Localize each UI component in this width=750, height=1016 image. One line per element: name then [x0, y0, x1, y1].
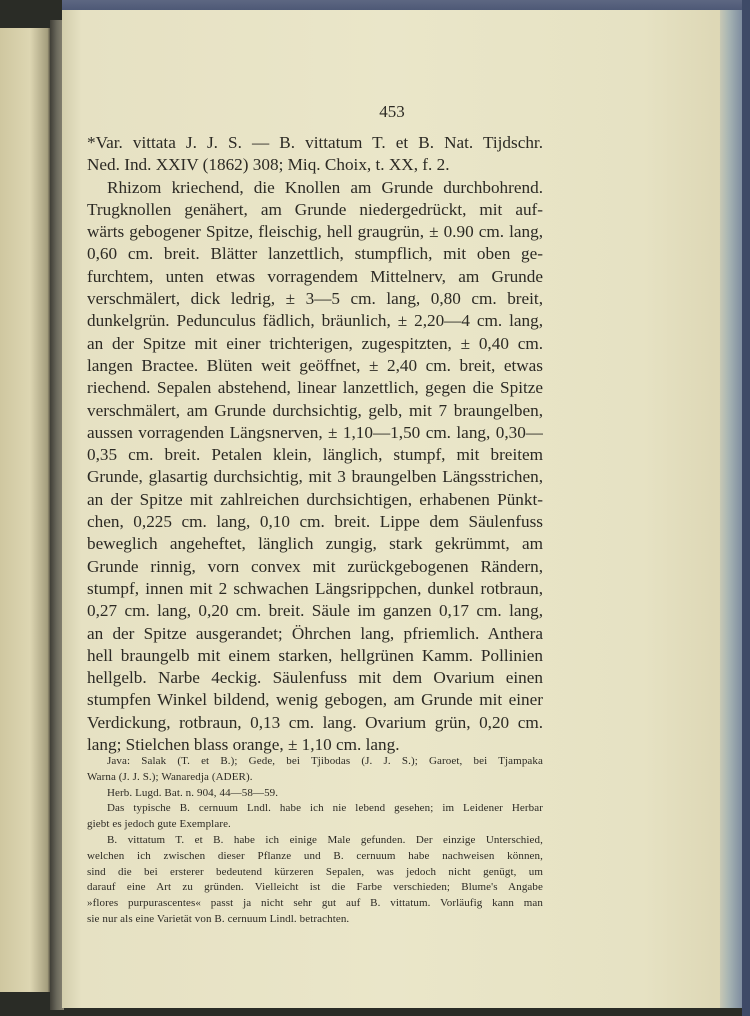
- text-line: langen Bractee. Blüten weit geöffnet, ± 2,40 cm. breit, etwas: [87, 355, 543, 375]
- text-line: verschmälert, am Grunde durchsichtig, gelb, mit 7 braungelben,: [87, 400, 543, 420]
- text-line: Grunde rinnig, vorn convex mit zurückgebogenen Rändern,: [87, 556, 543, 576]
- left-page-edge: [0, 28, 50, 992]
- text-line: wärts gebogener Spitze, fleischig, hell graugrün, ± 0.90 cm. lang,: [87, 222, 543, 242]
- text-line: 0,35 cm. breit. Petalen klein, länglich, stumpf, mit breitem: [87, 445, 543, 465]
- text-line: stumpf, innen mit 2 schwachen Längsrippchen, dunkel rotbraun,: [87, 578, 543, 598]
- text-line: hell braungelb mit einem starken, hellgrünen Kamm. Pollinien: [87, 645, 543, 665]
- note-line: B. vittatum T. et B. habe ich einige Male gefunden. Der einzige Unterschied,: [107, 833, 543, 846]
- note-line: sind die bei ersterer bedeutend kürzeren Sepalen, was jedoch nicht genügt, um: [87, 865, 543, 878]
- note-line: Java: Salak (T. et B.); Gede, bei Tjibodas (J. J. S.); Garoet, bei Tjampaka: [107, 755, 543, 767]
- text-line: hellgelb. Narbe 4eckig. Säulenfuss mit dem Ovarium einen: [87, 668, 543, 688]
- text-line: lang; Stielchen blass orange, ± 1,10 cm. lang.: [87, 735, 400, 755]
- note-line: darauf eine Art zu gründen. Vielleicht ist die Farbe verschieden; Blume's Angabe: [87, 881, 543, 894]
- note-line: welchen ich zwischen dieser Pflanze und B. cernuum habe nachweisen können,: [87, 849, 543, 862]
- text-line: Grunde, glasartig durchsichtig, mit 3 braungelben Längsstrichen,: [87, 467, 543, 487]
- note-line: giebt es jedoch gute Exemplare.: [87, 818, 231, 831]
- text-line: riechend. Sepalen abstehend, linear lanzettlich, gegen die Spitze: [87, 378, 543, 398]
- page-number: 453: [379, 102, 405, 121]
- book-cover-edge: [742, 0, 750, 1016]
- text-line: an der Spitze ausgerandet; Öhrchen lang, pfriemlich. Anthera: [87, 623, 543, 643]
- text-line: 0,60 cm. breit. Blätter lanzettlich, stumpflich, mit oben ge-: [87, 244, 543, 264]
- text-line: Ned. Ind. XXIV (1862) 308; Miq. Choix, t. XX, f. 2.: [87, 155, 450, 175]
- text-line: beweglich angeheftet, länglich zungig, stark gekrümmt, am: [87, 534, 543, 554]
- text-line: verschmälert, dick ledrig, ± 3—5 cm. lang, 0,80 cm. breit,: [87, 289, 543, 309]
- text-line: aussen vorragenden Längsnerven, ± 1,10—1,50 cm. lang, 0,30—: [87, 422, 543, 442]
- text-line: chen, 0,225 cm. lang, 0,10 cm. breit. Lippe dem Säulenfuss: [87, 512, 543, 532]
- book-page: [62, 10, 722, 1008]
- text-line: Trugknollen genähert, am Grunde niedergedrückt, mit auf-: [87, 199, 543, 219]
- text-line: Verdickung, rotbraun, 0,13 cm. lang. Ovarium grün, 0,20 cm.: [87, 712, 543, 732]
- text-line: furchtem, unten etwas vorragendem Mittelnerv, am Grunde: [87, 266, 543, 286]
- note-line: Warna (J. J. S.); Wanaredja (ADER).: [87, 770, 253, 783]
- note-line: Herb. Lugd. Bat. n. 904, 44—58—59.: [107, 786, 279, 799]
- main-text: [87, 132, 543, 756]
- text-line: an der Spitze mit einer trichterigen, zugespitzten, ± 0,40 cm.: [87, 333, 543, 353]
- text-line: an der Spitze mit zahlreichen durchsichtigen, erhabenen Pünkt-: [87, 489, 543, 509]
- text-line: stumpfen Winkel bildend, wenig gebogen, am Grunde mit einer: [87, 690, 543, 710]
- footnotes: [87, 754, 543, 928]
- note-line: »flores purpurascentes« passt ja nicht sehr gut auf B. vittatum. Vorläufig kann man: [87, 897, 543, 910]
- note-line: Das typische B. cernuum Lndl. habe ich nie lebend gesehen; im Leidener Herbar: [107, 802, 543, 815]
- text-line: Rhizom kriechend, die Knollen am Grunde durchbohrend.: [107, 177, 543, 197]
- text-line: dunkelgrün. Pedunculus fädlich, bräunlich, ± 2,20—4 cm. lang,: [87, 311, 543, 331]
- text-line: 0,27 cm. lang, 0,20 cm. breit. Säule im ganzen 0,17 cm. lang,: [87, 601, 543, 621]
- note-line: sie nur als eine Varietät von B. cernuum Lindl. betrachten.: [87, 912, 350, 925]
- page-stack-edge: [720, 10, 742, 1008]
- text-line: *Var. vittata J. J. S. — B. vittatum T. et B. Nat. Tijdschr.: [87, 133, 543, 152]
